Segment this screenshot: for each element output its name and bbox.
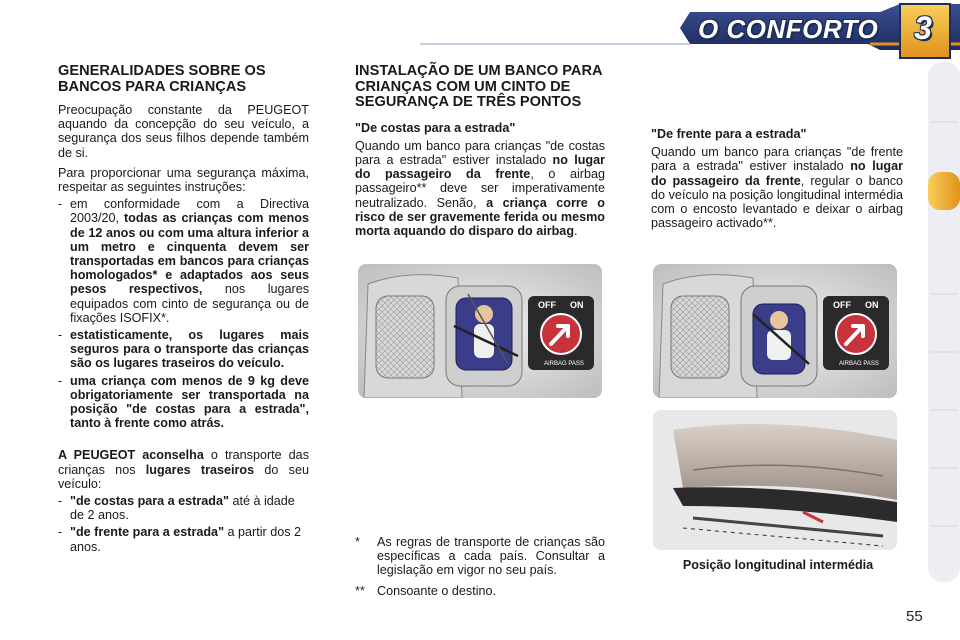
page-number: 55 — [906, 608, 923, 625]
airbag-off-label: OFF — [538, 300, 556, 310]
section-heading-general: GENERALIDADES SOBRE OS BANCOS PARA CRIANÇAS — [58, 63, 266, 95]
list-item: - "de frente para a estrada" a partir dos 2 anos. — [58, 525, 302, 554]
instructions-paragraph: Para proporcionar uma segurança máxima, respeitar as seguintes instruções: — [58, 165, 309, 195]
list-item: - "de costas para a estrada" até à idade de 2 anos. — [58, 494, 295, 523]
subheading-rear-facing: "De costas para a estrada" — [355, 120, 516, 135]
chapter-tabs[interactable] — [928, 62, 960, 582]
recommendation-paragraph: A PEUGEOT aconselha o transporte das crianças nos lugares traseiros do seu veículo: — [58, 448, 309, 491]
column-general — [58, 64, 309, 557]
rear-facing-seat-illustration — [358, 264, 602, 398]
footnote: * As regras de transporte de crianças são específicas a cada país. Consultar a legislação em vigor no seu país. — [355, 535, 605, 578]
footnote: ** Consoante o destino. — [355, 583, 497, 598]
list-item: - em conformidade com a Directiva 2003/20, todas as crianças com menos de 12 anos ou com uma altura inferior a um metro e cinquenta devem ser transportadas em bancos para crianças homologados* e adaptados aos seus pesos respectivos, nos lugares equipados com cinto de segurança ou de fixações ISOFIX*. — [58, 197, 310, 325]
footnotes — [355, 535, 605, 604]
subheading-forward-facing: "De frente para a estrada" — [651, 127, 807, 141]
column-installation — [355, 64, 605, 244]
forward-facing-seat-illustration — [653, 264, 897, 398]
column-forward-facing — [651, 127, 903, 236]
forward-facing-paragraph: Quando um banco para crianças "de frente para a estrada" estiver instalado no lugar do passageiro da frente, regular o banco do veículo na posição longitudinal intermédia com o encosto levantado e deixar o airbag passageiro activado**. — [651, 145, 903, 231]
airbag-on-label: ON — [865, 300, 879, 310]
airbag-pass-label: AIRBAG PASS — [544, 361, 584, 367]
list-item: - uma criança com menos de 9 kg deve obrigatoriamente ser transportada na posição "de costas para a estrada", tanto à frente como atrás. — [58, 373, 309, 431]
list-item: - estatisticamente, os lugares mais seguros para o transporte das crianças são os lugares traseiros do veículo. — [58, 328, 309, 371]
figure-caption: Posição longitudinal intermédia — [682, 558, 874, 572]
rear-facing-paragraph: Quando um banco para crianças "de costas para a estrada" estiver instalado no lugar do passageiro da frente, o airbag passageiro** deve ser imperativamente neutralizado. Senão, a criança corre o risco de ser gravemente ferida ou mesmo morta aquando do disparo do airbag. — [355, 138, 605, 238]
airbag-off-label: OFF — [833, 300, 851, 310]
airbag-on-label: ON — [570, 300, 584, 310]
intro-paragraph: Preocupação constante da PEUGEOT aquando da concepção do seu veículo, a segurança dos seus filhos depende também de si. — [58, 103, 309, 160]
chapter-title: O CONFORTO — [698, 14, 879, 44]
airbag-pass-label: AIRBAG PASS — [839, 361, 879, 367]
seat-rail-illustration — [653, 410, 897, 550]
chapter-number: 3 — [914, 10, 932, 46]
section-heading-installation: INSTALAÇÃO DE UM BANCO PARA CRIANÇAS COM UM CINTO DE SEGURANÇA DE TRÊS PONTOS — [355, 63, 603, 110]
